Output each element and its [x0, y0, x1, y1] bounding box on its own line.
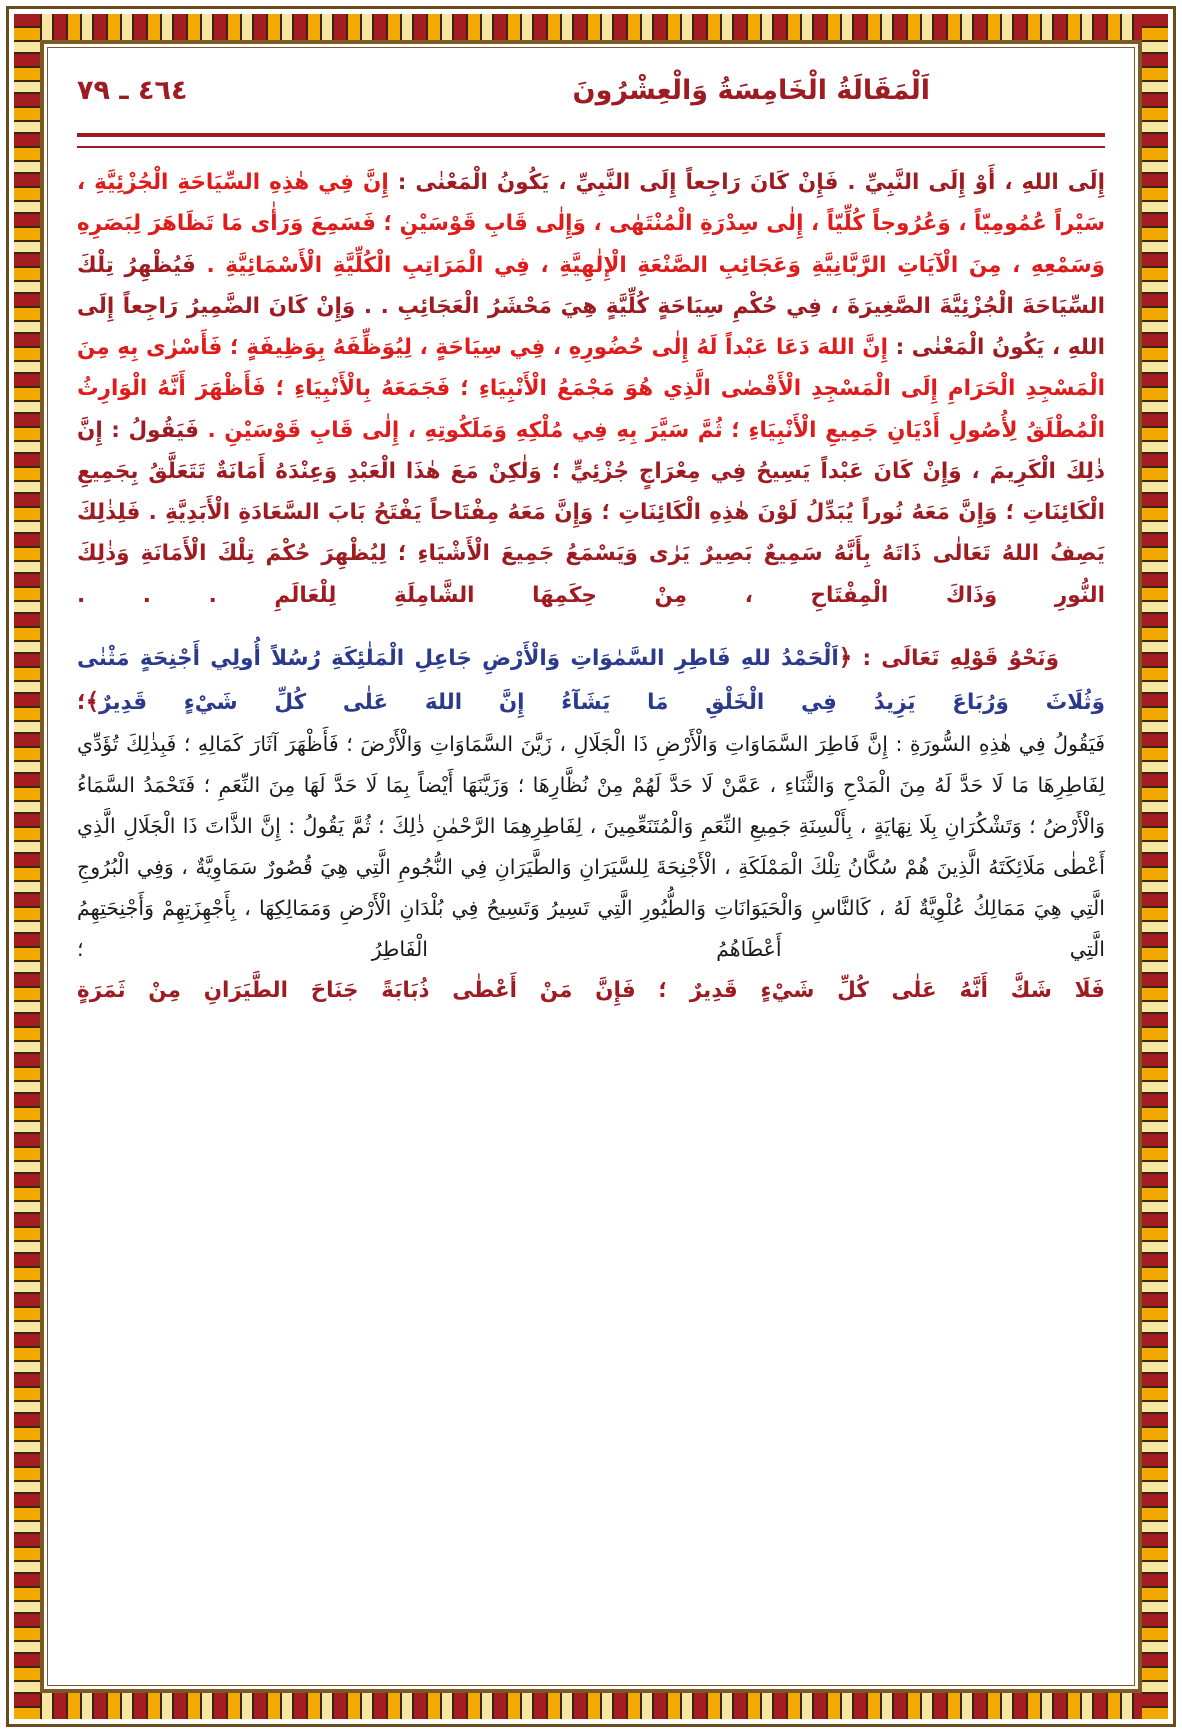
paragraph-commentary-closing — [77, 970, 1105, 1011]
border-chain-right-ornament — [1142, 14, 1168, 1719]
page-body — [55, 148, 1127, 1012]
text-segment-emphasis-1: إِنَّ فِي هٰذِهِ السِّيَاحَةِ الْجُزْئِيَّةِ ، سَيْراً عُمُومِيّاً ، وَعُرُوجاً كُلِّيّاً ، إِلٰى سِدْرَةِ الْمُنْتَهٰى ، وَإِلٰى قَابِ قَوْسَيْنِ ؛ فَسَمِعَ وَرَأٰى مَا تَظَاهَرَ لِبَصَرِهِ وَسَمْعِهِ ، مِنَ الْآيَاتِ الرَّبَّانِيَّةِ وَعَجَائِبِ الصَّنْعَةِ الْإِلٰهِيَّةِ ، فِي الْمَرَاتِبِ الْكُلِّيَّةِ الْأَسْمَائِيَّةِ . — [77, 170, 1105, 278]
text-segment-crimson-2: فَيُظْهِرُ تِلْكَ السِّيَاحَةَ الْجُزْئِيَّةَ الصَّغِيرَةَ ، فِي حُكْمِ سِيَاحَةٍ كُلِّيَّةٍ هِيَ مَحْشَرُ الْعَجَائِبِ . . وَإِنْ كَانَ الضَّمِيرُ رَاجِعاً إِلَى اللهِ ، يَكُونُ الْمَعْنٰى : — [77, 252, 1105, 361]
article-title: اَلْمَقَالَةُ الْخَامِسَةُ وَالْعِشْرُونَ — [572, 75, 930, 106]
text-segment-crimson-3: فَيَقُولُ : إِنَّ ذٰلِكَ الْكَرِيمَ ، وَإِنْ كَانَ عَبْداً يَسِيحُ فِي مِعْرَاجٍ جُزْئِيٍّ ؛ وَلٰكِنْ مَعَ هٰذَا الْعَبْدِ وَعِنْدَهُ أَمَانَةٌ تَتَعَلَّقُ بِجَمِيعِ الْكَائِنَاتِ ؛ وَإِنَّ مَعَهُ نُوراً يُبَدِّلُ لَوْنَ هٰذِهِ الْكَائِنَاتِ ؛ وَإِنَّ مَعَهُ مِفْتَاحاً يَفْتَحُ بَابَ السَّعَادَةِ الْأَبَدِيَّةِ . فَلِذٰلِكَ يَصِفُ اللهُ تَعَالٰى ذَاتَهُ بِأَنَّهُ سَمِيعٌ بَصِيرٌ يَرٰى وَيَسْمَعُ جَمِيعَ الْأَشْيَاءِ ؛ لِيُظْهِرَ حُكْمَ تِلْكَ الْأَمَانَةِ وَذٰلِكَ النُّورِ وَذَاكَ الْمِفْتَاحِ ، مِنْ حِكَمِهَا الشَّامِلَةِ لِلْعَالَمِ . . . — [77, 417, 1105, 608]
border-chain-left-ornament — [14, 14, 40, 1719]
text-segment-emphasis-2: إِنَّ اللهَ دَعَا عَبْداً لَهُ إِلٰى حُضُورِهِ ، فِي سِيَاحَةٍ ، لِيُوَظِّفَهُ بِوَظِيفَةٍ ؛ فَأَسْرٰى بِهِ مِنَ الْمَسْجِدِ الْحَرَامِ إِلَى الْمَسْجِدِ الْأَقْصٰى الَّذِي هُوَ مَجْمَعُ الْأَنْبِيَاءِ ؛ فَجَمَعَهُ بِالْأَنْبِيَاءِ ؛ فَأَظْهَرَ أَنَّهُ الْوَارِثُ الْمُطْلَقُ لِأُصُولِ أَدْيَانِ جَمِيعِ الْأَنْبِيَاءِ ؛ ثُمَّ سَيَّرَ بِهِ فِي مُلْكِهِ وَمَلَكُوتِهِ ، إِلٰى قَابِ قَوْسَيْنِ . — [77, 335, 1105, 443]
border-chain-top-ornament — [14, 14, 1168, 40]
header-divider-rule — [77, 133, 1105, 148]
verse-bracket-close-ornament: ﴾ — [85, 689, 100, 716]
verse-terminator: ؛ — [77, 690, 86, 716]
text-segment-crimson-closing: فَلَا شَكَّ أَنَّهُ عَلٰى كُلِّ شَيْءٍ قَدِيرٌ ؛ فَإِنَّ مَنْ أَعْطٰى ذُبَابَةً جَنَاحَ الطَّيَرَانِ مِنْ ثَمَرَةٍ — [77, 978, 1105, 1004]
page-number: ٤٦٤ ـ ٧٩ — [77, 75, 188, 106]
page-header — [55, 55, 1127, 127]
paragraph-commentary-1 — [77, 162, 1105, 616]
page-content — [55, 55, 1127, 1683]
paragraph-commentary-black — [77, 724, 1105, 970]
paragraph-quranic-verse — [77, 636, 1105, 724]
quranic-verse-text: اَلْحَمْدُ للهِ فَاطِرِ السَّمٰوَاتِ وَالْأَرْضِ جَاعِلِ الْمَلٰئِكَةِ رُسُلاً أُولِي أَجْنِحَةٍ مَثْنٰى وَثُلَاثَ وَرُبَاعَ يَزِيدُ فِي الْخَلْقِ مَا يَشَآءُ إِنَّ اللهَ عَلٰى كُلِّ شَيْءٍ قَدِيرٌ — [77, 645, 1105, 716]
text-segment-black: فَيَقُولُ فِي هٰذِهِ السُّورَةِ : إِنَّ فَاطِرَ السَّمَاوَاتِ وَالْأَرْضِ ذَا الْجَلَالِ ، زَيَّنَ السَّمَاوَاتِ وَالْأَرْضَ ؛ فَأَظْهَرَ آثَارَ كَمَالِهِ ؛ فَبِذٰلِكَ تُؤَدِّي لِفَاطِرِهَا مَا لَا حَدَّ لَهُ مِنَ الْمَدْحِ وَالثَّنَاءِ ، عَمَّنْ لَا حَدَّ لَهُمْ مِنْ نُظَّارِهَا ؛ وَزَيَّنَهَا أَيْضاً بِمَا لَا حَدَّ لَهَا مِنَ النِّعَمِ ؛ فَتَحْمَدُ السَّمَاءُ وَالْأَرْضُ ؛ وَتَشْكُرَانِ بِلَا نِهَايَةٍ ، بِأَلْسِنَةِ جَمِيعِ النِّعَمِ وَالْمُتَنَعِّمِينَ ، لِفَاطِرِهِمَا الرَّحْمٰنِ ذٰلِكَ ؛ ثُمَّ يَقُولُ : إِنَّ الذَّاتَ ذَا الْجَلَالِ الَّذِي أَعْطٰى مَلَائِكَتَهُ الَّذِينَ هُمْ سُكَّانُ تِلْكَ الْمَمْلَكَةِ ، الْأَجْنِحَةَ لِلسَّيَرَانِ وَالطَّيَرَانِ فِي النُّجُومِ الَّتِي هِيَ قُصُورٌ سَمَاوِيَّةٌ ، وَفِي الْبُرُوجِ الَّتِي هِيَ مَمَالِكُ عُلْوِيَّةٌ لَهُ ، كَالنَّاسِ وَالْحَيَوَانَاتِ وَالطُّيُورِ الَّتِي تَسِيرُ وَتَسِيحُ فِي بُلْدَانِ الْأَرْضِ وَمَمَالِكِهَا ، بِأَجْهِزَتِهِمْ وَأَجْنِحَتِهِمُ الَّتِي أَعْطَاهُمُ الْفَاطِرُ ؛ — [77, 732, 1105, 962]
border-chain-bottom-ornament — [14, 1693, 1168, 1719]
verse-introduction: وَنَحْوُ قَوْلِهِ تَعَالَى : — [852, 645, 1059, 671]
verse-bracket-open-ornament: ﴿ — [838, 644, 853, 671]
text-segment-crimson-1: إِلَى اللهِ ، أَوْ إِلَى النَّبِيِّ . فَإِنْ كَانَ رَاجِعاً إِلَى النَّبِيِّ ، يَكُونُ الْمَعْنٰى : — [388, 170, 1105, 195]
